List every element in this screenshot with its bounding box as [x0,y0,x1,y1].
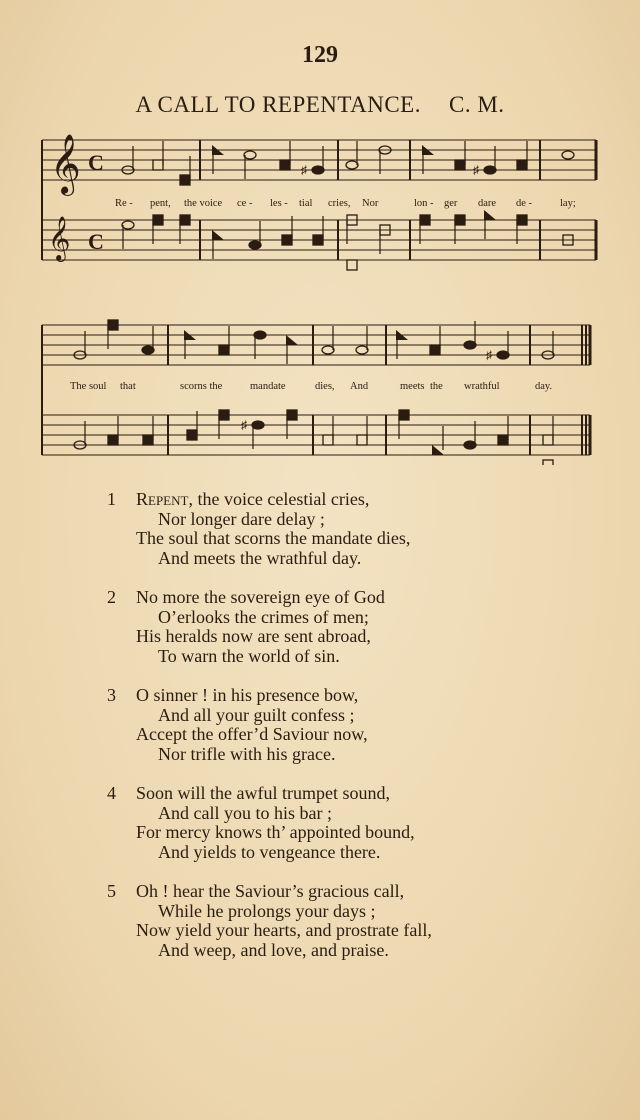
verse-number: 3 [107,685,116,705]
verse-line [0,686,640,706]
verse-line [0,804,640,824]
verse-line-text: And all your guilt confess ; [158,704,355,725]
verse-line-text: Accept the offer’d Saviour now, [136,724,368,744]
verse-line-text: And meets the wrathful day. [158,547,362,568]
verse-line-text: For mercy knows th’ appointed bound, [136,822,415,842]
hymn-title [0,92,640,118]
verse-number: 1 [107,489,116,509]
verse-line [0,725,640,745]
note-head-square [180,175,190,185]
verse [0,784,640,862]
note-head-triangle [212,230,224,240]
lyric-syllable: tial [299,198,313,209]
note-head-round [562,151,574,159]
lyric-syllable: pent, [150,198,171,209]
note-head-square [498,435,508,445]
verse-line-text: To warn the world of sin. [158,645,340,666]
sharp-sign: ♯ [301,163,307,177]
music-system-1 [0,125,640,285]
lyric-syllable: the voice [184,198,223,209]
sharp-sign: ♯ [241,418,247,432]
note-head-round [356,346,368,354]
note-head-round [249,241,261,249]
note-head-round [122,221,134,229]
lyric-syllable: Nor [362,198,379,209]
note-head-square [219,410,229,420]
verse-line [0,588,640,608]
note-head-round [497,351,509,359]
note-head-square [543,460,553,465]
verse [0,490,640,568]
lyric-syllable: mandate [250,381,286,392]
note-head-square [313,235,323,245]
lyric-syllable: Re - [115,198,133,209]
verse-line [0,921,640,941]
note-head-square [282,235,292,245]
note-head-round [244,151,256,159]
lyric-syllable: day. [535,381,553,392]
time-signature-icon: C [88,150,104,175]
lyric-syllable: dare [478,198,497,209]
note-head-round [346,161,358,169]
note-head-round [142,346,154,354]
verse-line [0,745,640,765]
meter-text: C. M. [448,92,505,117]
verse-line-text: Oh ! hear the Saviour’s gracious call, [136,881,405,901]
verse-line-text: Soon will the awful trumpet sound, [136,783,390,803]
note-head-round [254,331,266,339]
note-head-square [143,435,153,445]
lyric-syllable: de - [516,198,533,209]
verse-line [0,882,640,902]
verse-line [0,627,640,647]
verse-line-text: And call you to his bar ; [158,802,332,823]
verse-line [0,823,640,843]
title-text: A CALL TO REPENTANCE. [135,92,421,117]
note-head-square [180,215,190,225]
note-head-square [455,160,465,170]
verse [0,882,640,960]
verse-line-text: Nor trifle with his grace. [158,743,336,764]
verse-line [0,902,640,922]
verse-line-text: The soul that scorns the mandate dies, [136,528,411,548]
verse-line-text: Now yield your hearts, and prostrate fall, [136,920,432,940]
lyric-syllable: ger [444,198,458,209]
note-head-square [153,215,163,225]
note-head-square [323,435,333,445]
time-signature-icon: C [88,229,104,254]
verse-line [0,510,640,530]
sharp-sign: ♯ [473,163,479,177]
verse-line [0,647,640,667]
verse-line [0,706,640,726]
verse-number: 4 [107,783,116,803]
note-head-square [108,320,118,330]
lyric-syllable: scorns the [180,381,223,392]
verse-line-text: And yields to vengeance there. [158,841,381,862]
verse-line [0,490,640,510]
verse-line-text: Nor longer dare delay ; [158,508,325,529]
note-head-square [287,410,297,420]
verse [0,686,640,764]
note-head-round [312,166,324,174]
lyric-syllable: cries, [328,198,351,209]
note-head-square [430,345,440,355]
treble-clef-icon: 𝄞 [50,136,81,193]
lyric-syllable: lay; [560,198,576,209]
verse-line [0,784,640,804]
note-head-square [543,435,553,445]
verse-line-text: the voice celestial cries, [192,489,370,509]
note-head-square [280,160,290,170]
note-head-round [464,441,476,449]
note-head-round [464,341,476,349]
lyric-syllable: wrathful [464,381,500,392]
note-head-square [187,430,197,440]
lyric-syllable: And [350,381,369,392]
note-head-triangle [432,445,444,455]
note-head-round [252,421,264,429]
note-head-square [108,435,118,445]
note-head-square [357,435,367,445]
lyric-syllable: meets [400,381,425,392]
verse-line [0,843,640,863]
lyric-syllable: ce - [237,198,253,209]
verse-line [0,608,640,628]
verse-line [0,529,640,549]
verse-first-word: Repent, [136,489,193,509]
verse-line-text: And weep, and love, and praise. [158,939,389,960]
sharp-sign: ♯ [486,348,492,362]
lyric-syllable: that [120,381,136,392]
note-head-triangle [286,335,298,345]
note-head-square [153,160,163,170]
verse-line-text: His heralds now are sent abroad, [136,626,371,646]
page-number: 129 [302,42,338,68]
note-head-square [517,160,527,170]
note-head-round [322,346,334,354]
verse-line [0,549,640,569]
note-head-square [420,215,430,225]
hymn-verses [0,490,640,980]
music-system-2 [0,315,640,465]
note-head-square [455,215,465,225]
note-head-round [484,166,496,174]
verse-line-text: No more the sovereign eye of God [136,587,385,607]
verse-line [0,941,640,961]
note-head-square [347,260,357,270]
lyric-syllable: the [430,381,443,392]
note-head-square [517,215,527,225]
verse-number: 2 [107,587,116,607]
verse [0,588,640,666]
verse-line-text: While he prolongs your days ; [158,900,376,921]
lyric-syllable: dies, [315,381,335,392]
lyric-syllable: lon - [414,198,434,209]
verse-line-text: O sinner ! in his presence bow, [136,685,359,705]
lyric-syllable: The soul [70,381,107,392]
note-head-square [219,345,229,355]
verse-line-text: O’erlooks the crimes of men; [158,606,369,627]
clef-icon: 𝄞 [48,218,71,260]
note-head-triangle [484,210,496,220]
note-head-square [399,410,409,420]
verse-number: 5 [107,881,116,901]
lyric-syllable: les - [270,198,288,209]
